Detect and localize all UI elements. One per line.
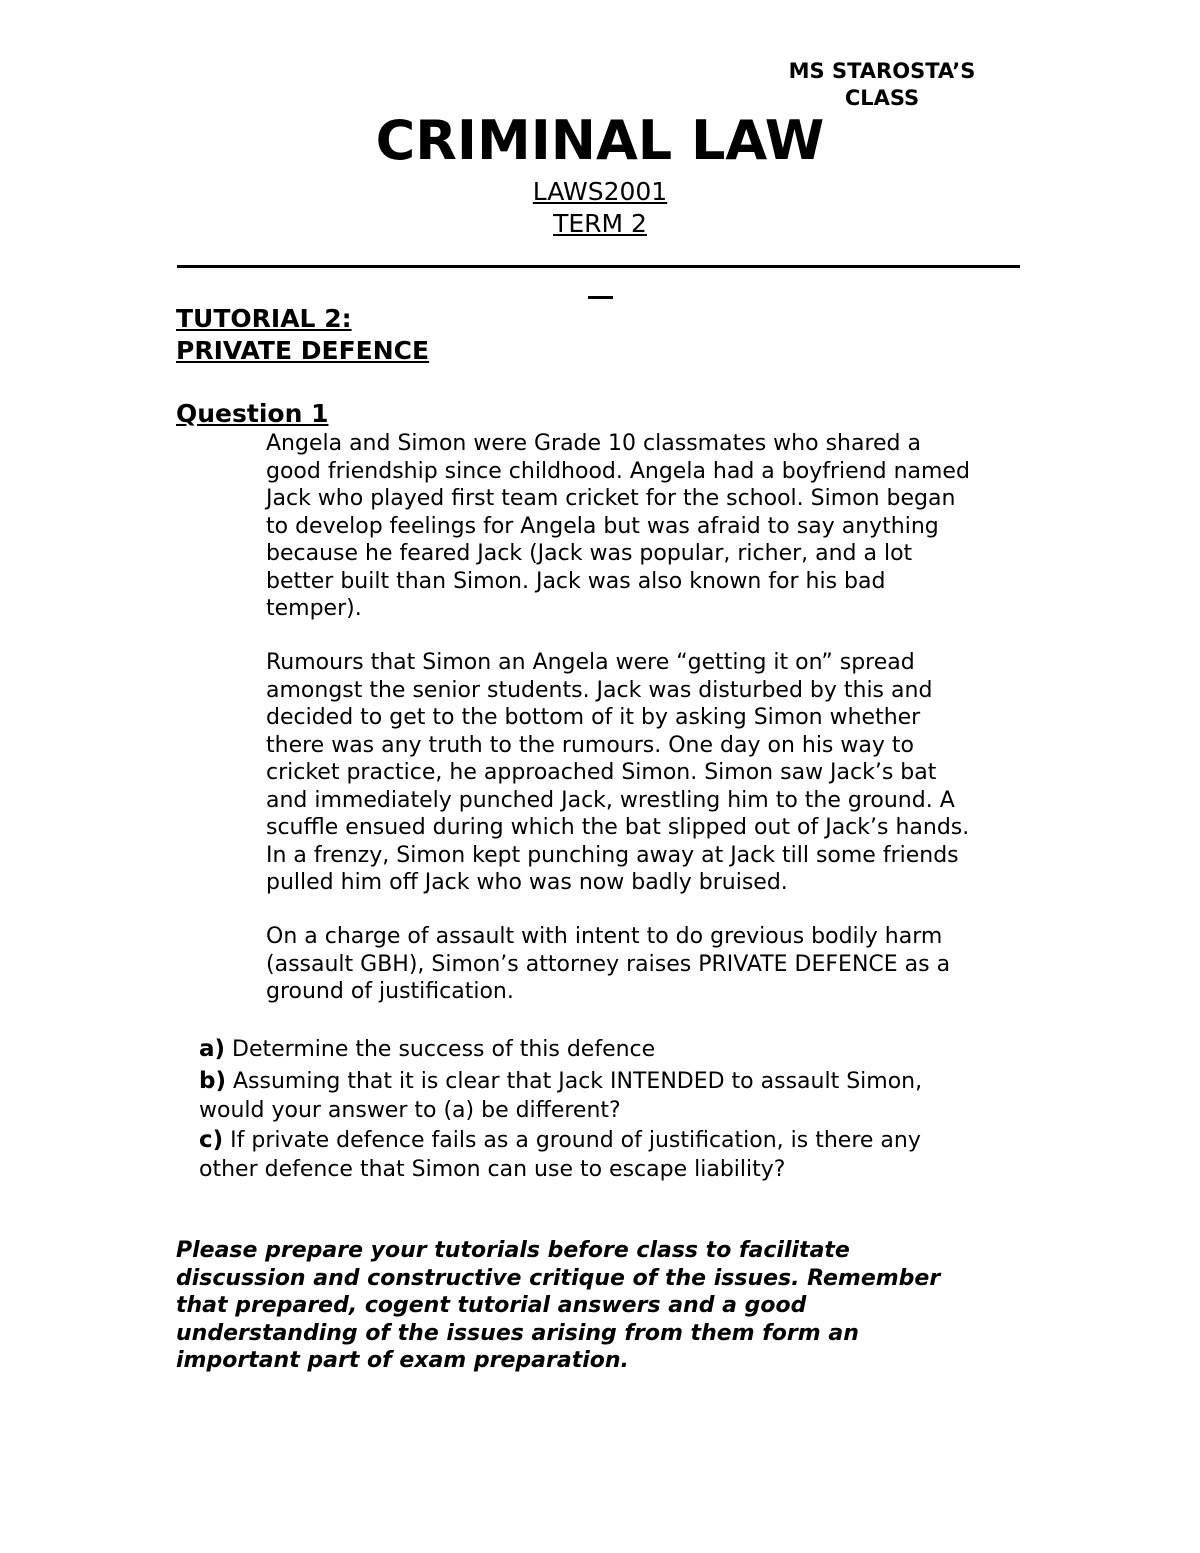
- paragraph-line: scuffle ensued during which the bat slipped out of Jack’s hands.: [266, 815, 970, 840]
- sub-questions: [199, 1035, 1039, 1184]
- divider-tail-mark: [588, 296, 613, 299]
- paragraph-line: (assault GBH), Simon’s attorney raises PRIVATE DEFENCE as a: [266, 951, 951, 977]
- paragraph-line: temper).: [266, 596, 362, 621]
- sub-question-c: [199, 1126, 1039, 1155]
- note-line: Please prepare your tutorials before class to facilitate: [176, 1238, 850, 1263]
- note-line: discussion and constructive critique of the issues. Remember: [176, 1265, 941, 1291]
- paragraph-line: decided to get to the bottom of it by asking Simon whether: [266, 705, 921, 730]
- class-name-line-2: CLASS: [844, 86, 920, 110]
- question-heading: Question 1: [176, 399, 329, 428]
- paragraph-line: On a charge of assault with intent to do grevious bodily harm: [266, 924, 943, 949]
- question-paragraph-1: [266, 430, 1036, 623]
- paragraph-line: pulled him off Jack who was now badly bruised.: [266, 870, 788, 895]
- paragraph-line: better built than Simon. Jack was also known for his bad: [266, 568, 886, 594]
- note-line: that prepared, cogent tutorial answers and a good: [176, 1293, 807, 1318]
- note-line: understanding of the issues arising from them form an: [176, 1320, 859, 1346]
- paragraph-line: there was any truth to the rumours. One day on his way to: [266, 732, 914, 758]
- paragraph-line: cricket practice, he approached Simon. Simon saw Jack’s bat: [266, 760, 937, 785]
- note-line: important part of exam preparation.: [176, 1348, 629, 1373]
- tutorial-topic-heading: PRIVATE DEFENCE: [176, 336, 430, 365]
- sub-question-c-text: If private defence fails as a ground of justification, is there any: [223, 1128, 921, 1153]
- sub-question-b: [199, 1067, 1039, 1096]
- term-label: TERM 2: [553, 209, 647, 238]
- paragraph-line: Jack who played first team cricket for the school. Simon began: [266, 486, 956, 511]
- sub-question-b-continued: would your answer to (a) be different?: [199, 1098, 621, 1123]
- paragraph-line: and immediately punched Jack, wrestling him to the ground. A: [266, 787, 955, 813]
- paragraph-line: Rumours that Simon an Angela were “getting it on” spread: [266, 650, 915, 675]
- paragraph-line: because he feared Jack (Jack was popular, richer, and a lot: [266, 541, 913, 566]
- document-title: CRIMINAL LAW: [375, 109, 825, 172]
- preparation-note: [176, 1237, 1036, 1375]
- paragraph-line: to develop feelings for Angela but was afraid to say anything: [266, 513, 939, 539]
- sub-question-a-text: Determine the success of this defence: [225, 1037, 656, 1062]
- horizontal-divider: [177, 265, 1020, 268]
- paragraph-line: ground of justification.: [266, 979, 514, 1004]
- tutorial-heading: TUTORIAL 2:: [176, 304, 352, 333]
- paragraph-line: good friendship since childhood. Angela had a boyfriend named: [266, 458, 970, 484]
- course-code: LAWS2001: [532, 177, 668, 206]
- paragraph-line: amongst the senior students. Jack was disturbed by this and: [266, 677, 933, 703]
- sub-question-a: [199, 1035, 1039, 1064]
- sub-question-b-letter: b): [199, 1068, 226, 1094]
- paragraph-line: In a frenzy, Simon kept punching away at Jack till some friends: [266, 842, 959, 868]
- paragraph-line: Angela and Simon were Grade 10 classmates who shared a: [266, 431, 921, 456]
- sub-question-a-letter: a): [199, 1036, 226, 1062]
- sub-question-c-letter: c): [199, 1127, 224, 1153]
- class-name-line-1: MS STAROSTA’S: [788, 59, 976, 83]
- sub-question-b-text: Assuming that it is clear that Jack INTENDED to assault Simon,: [225, 1069, 923, 1094]
- sub-question-c-continued: other defence that Simon can use to escape liability?: [199, 1157, 786, 1182]
- question-paragraph-3: [266, 923, 1036, 1006]
- question-paragraph-2: [266, 649, 1036, 897]
